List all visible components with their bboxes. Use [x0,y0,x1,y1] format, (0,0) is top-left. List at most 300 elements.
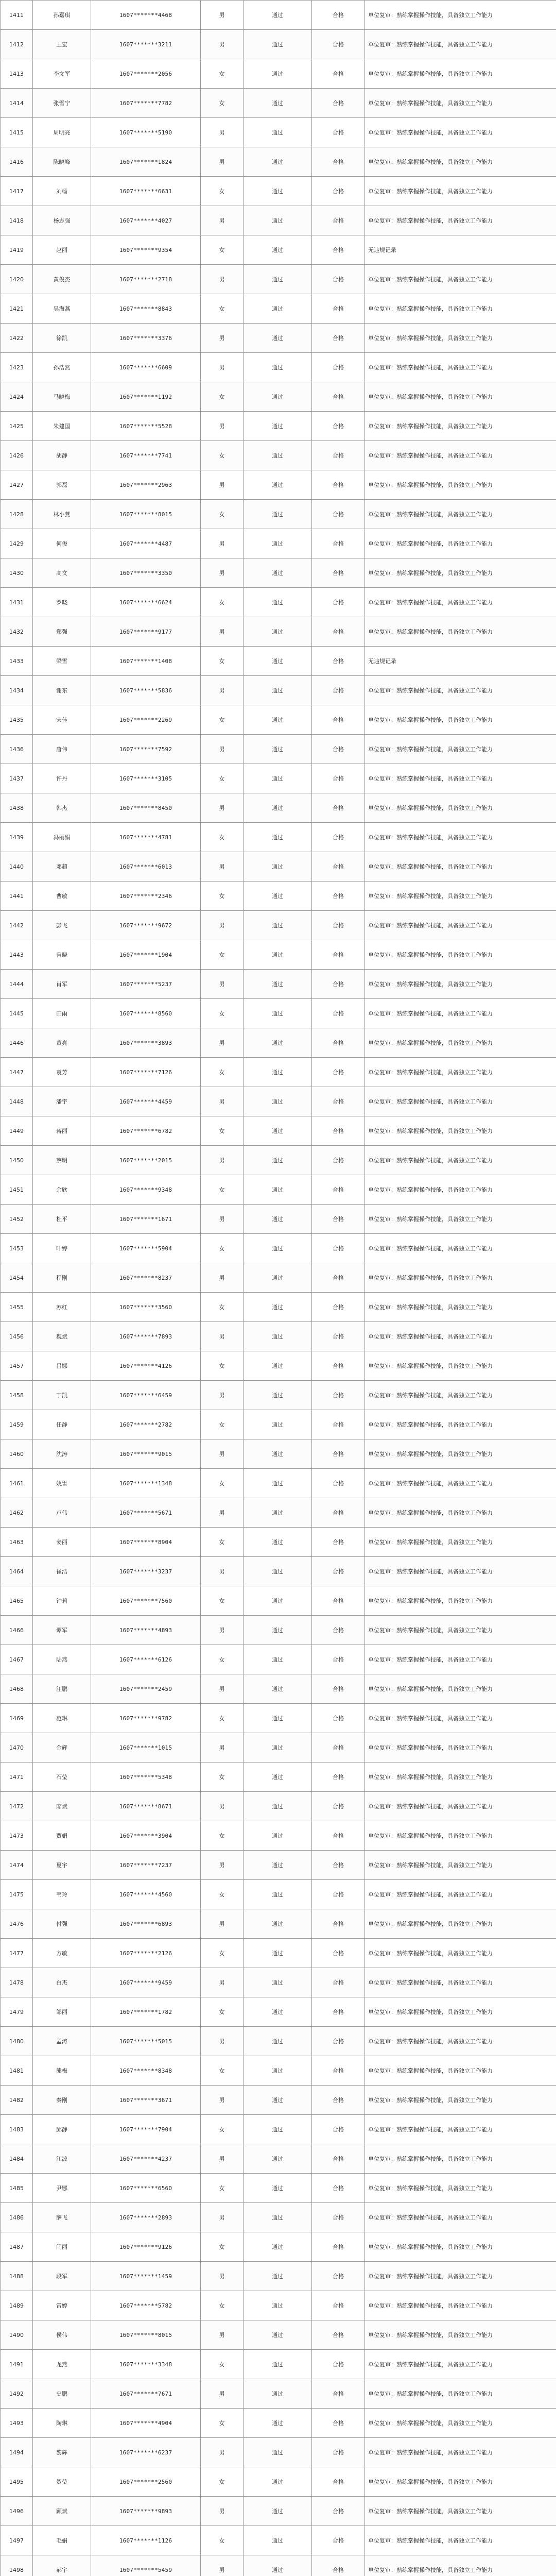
table-row [1,1733,556,1762]
person-name-cell: 唐伟 [33,735,91,764]
gender-cell: 女 [201,2174,244,2203]
table-row [1,705,556,735]
row-number-cell: 1463 [1,1528,33,1557]
table-row [1,882,556,911]
qualification-cell: 合格 [312,2350,365,2379]
review-result-cell: 通过 [244,324,312,353]
id-number-cell: 1607*******7904 [91,2115,201,2144]
remarks-cell: 单位复审：熟练掌握操作技能，具备独立工作能力 [365,1322,556,1351]
table-row [1,2144,556,2174]
person-name-cell: 熊梅 [33,2056,91,2086]
table-row [1,235,556,265]
row-number-cell: 1480 [1,2027,33,2056]
qualification-cell: 合格 [312,1205,365,1234]
gender-cell: 女 [201,940,244,970]
person-name-cell: 郑强 [33,617,91,647]
review-result-cell: 通过 [244,735,312,764]
qualification-cell: 合格 [312,118,365,147]
person-name-cell: 林小燕 [33,500,91,529]
id-number-cell: 1607*******6631 [91,177,201,206]
id-number-cell: 1607*******2560 [91,2467,201,2497]
remarks-cell: 单位复审：熟练掌握操作技能，具备独立工作能力 [365,588,556,617]
review-result-cell: 通过 [244,118,312,147]
person-name-cell: 薛飞 [33,2203,91,2232]
person-name-cell: 范琳 [33,1704,91,1733]
row-number-cell: 1470 [1,1733,33,1762]
id-number-cell: 1607*******1459 [91,2262,201,2291]
id-number-cell: 1607*******1408 [91,647,201,676]
qualification-cell: 合格 [312,177,365,206]
person-name-cell: 汪鹏 [33,1674,91,1704]
remarks-cell: 单位复审：熟练掌握操作技能，具备独立工作能力 [365,735,556,764]
qualification-cell: 合格 [312,2379,365,2409]
qualification-cell: 合格 [312,823,365,852]
gender-cell: 女 [201,1234,244,1263]
person-name-cell: 闫丽 [33,2232,91,2262]
id-number-cell: 1607*******1671 [91,1205,201,1234]
table-row [1,2056,556,2086]
table-row [1,2526,556,2555]
table-row [1,500,556,529]
person-name-cell: 许丹 [33,764,91,793]
id-number-cell: 1607*******6624 [91,588,201,617]
id-number-cell: 1607*******3376 [91,324,201,353]
row-number-cell: 1426 [1,441,33,470]
gender-cell: 女 [201,2350,244,2379]
table-row [1,2291,556,2320]
person-name-cell: 金辉 [33,1733,91,1762]
remarks-cell: 单位复审：熟练掌握操作技能，具备独立工作能力 [365,1939,556,1968]
gender-cell: 女 [201,1351,244,1381]
remarks-cell: 单位复审：熟练掌握操作技能，具备独立工作能力 [365,324,556,353]
row-number-cell: 1464 [1,1557,33,1586]
table-row [1,588,556,617]
row-number-cell: 1413 [1,59,33,89]
person-name-cell: 廖斌 [33,1792,91,1821]
review-result-cell: 通过 [244,1175,312,1205]
person-name-cell: 余欣 [33,1175,91,1205]
review-result-cell: 通过 [244,1821,312,1851]
id-number-cell: 1607*******5190 [91,118,201,147]
remarks-cell: 单位复审：熟练掌握操作技能，具备独立工作能力 [365,2086,556,2115]
review-result-cell: 通过 [244,353,312,382]
row-number-cell: 1456 [1,1322,33,1351]
qualification-cell: 合格 [312,705,365,735]
qualification-cell: 合格 [312,1557,365,1586]
remarks-cell: 单位复审：熟练掌握操作技能，具备独立工作能力 [365,2438,556,2467]
person-name-cell: 谭军 [33,1616,91,1645]
qualification-cell: 合格 [312,265,365,294]
id-number-cell: 1607*******5348 [91,1762,201,1792]
gender-cell: 女 [201,2291,244,2320]
review-result-cell: 通过 [244,500,312,529]
qualification-cell: 合格 [312,2526,365,2555]
remarks-cell: 单位复审：熟练掌握操作技能，具备独立工作能力 [365,2115,556,2144]
qualification-cell: 合格 [312,793,365,823]
table-row [1,2379,556,2409]
table-row [1,2232,556,2262]
table-row [1,89,556,118]
remarks-cell: 单位复审：熟练掌握操作技能，具备独立工作能力 [365,970,556,999]
id-number-cell: 1607*******7893 [91,1322,201,1351]
remarks-cell: 单位复审：熟练掌握操作技能，具备独立工作能力 [365,2409,556,2438]
table-row [1,118,556,147]
table-row [1,1645,556,1674]
qualification-cell: 合格 [312,1146,365,1175]
review-result-cell: 通过 [244,1381,312,1410]
row-number-cell: 1422 [1,324,33,353]
qualification-cell: 合格 [312,1469,365,1498]
row-number-cell: 1460 [1,1439,33,1469]
remarks-cell: 单位复审：熟练掌握操作技能，具备独立工作能力 [365,147,556,177]
table-row [1,529,556,558]
id-number-cell: 1607*******2126 [91,1939,201,1968]
remarks-cell: 单位复审：熟练掌握操作技能，具备独立工作能力 [365,1146,556,1175]
gender-cell: 女 [201,235,244,265]
id-number-cell: 1607*******9459 [91,1968,201,1997]
id-number-cell: 1607*******2056 [91,59,201,89]
gender-cell: 女 [201,1821,244,1851]
gender-cell: 女 [201,1704,244,1733]
row-number-cell: 1414 [1,89,33,118]
person-name-cell: 付强 [33,1909,91,1939]
person-name-cell: 高文 [33,558,91,588]
row-number-cell: 1427 [1,470,33,500]
table-row [1,1,556,30]
review-result-cell: 通过 [244,2438,312,2467]
remarks-cell: 单位复审：熟练掌握操作技能，具备独立工作能力 [365,558,556,588]
person-name-cell: 任静 [33,1410,91,1439]
review-result-cell: 通过 [244,558,312,588]
remarks-cell: 单位复审：熟练掌握操作技能，具备独立工作能力 [365,1674,556,1704]
remarks-cell: 单位复审：熟练掌握操作技能，具备独立工作能力 [365,2174,556,2203]
remarks-cell: 单位复审：熟练掌握操作技能，具备独立工作能力 [365,764,556,793]
review-result-cell: 通过 [244,441,312,470]
row-number-cell: 1421 [1,294,33,324]
gender-cell: 女 [201,1645,244,1674]
review-result-cell: 通过 [244,1263,312,1293]
qualification-cell: 合格 [312,1792,365,1821]
review-result-cell: 通过 [244,1351,312,1381]
table-row [1,1498,556,1528]
qualification-cell: 合格 [312,1939,365,1968]
gender-cell: 女 [201,1410,244,1439]
remarks-cell: 单位复审：熟练掌握操作技能，具备独立工作能力 [365,1704,556,1733]
remarks-cell: 单位复审：熟练掌握操作技能，具备独立工作能力 [365,1909,556,1939]
person-name-cell: 贾娟 [33,1821,91,1851]
person-name-cell: 邓超 [33,852,91,882]
table-row [1,764,556,793]
remarks-cell: 单位复审：熟练掌握操作技能，具备独立工作能力 [365,2350,556,2379]
row-number-cell: 1488 [1,2262,33,2291]
qualification-cell: 合格 [312,676,365,705]
id-number-cell: 1607*******8015 [91,2320,201,2350]
table-row [1,823,556,852]
id-number-cell: 1607*******5237 [91,970,201,999]
review-result-cell: 通过 [244,1586,312,1616]
gender-cell: 女 [201,1586,244,1616]
person-name-cell: 李文军 [33,59,91,89]
person-name-cell: 蒋丽 [33,1116,91,1146]
person-name-cell: 韦玲 [33,1880,91,1909]
qualification-cell: 合格 [312,2555,365,2576]
row-number-cell: 1472 [1,1792,33,1821]
table-row [1,999,556,1028]
gender-cell: 男 [201,2379,244,2409]
remarks-cell: 单位复审：熟练掌握操作技能，具备独立工作能力 [365,30,556,59]
person-name-cell: 段军 [33,2262,91,2291]
id-number-cell: 1607*******2718 [91,265,201,294]
row-number-cell: 1469 [1,1704,33,1733]
qualification-cell: 合格 [312,2291,365,2320]
person-name-cell: 钟莉 [33,1586,91,1616]
review-result-cell: 通过 [244,1410,312,1439]
row-number-cell: 1491 [1,2350,33,2379]
person-name-cell: 潘宇 [33,1087,91,1116]
table-row [1,59,556,89]
review-result-cell: 通过 [244,235,312,265]
id-number-cell: 1607*******3105 [91,764,201,793]
table-row [1,617,556,647]
row-number-cell: 1497 [1,2526,33,2555]
qualification-cell: 合格 [312,1234,365,1263]
table-row [1,1616,556,1645]
qualification-cell: 合格 [312,294,365,324]
table-row [1,294,556,324]
qualification-cell: 合格 [312,30,365,59]
review-result-cell: 通过 [244,1674,312,1704]
qualification-cell: 合格 [312,735,365,764]
person-name-cell: 邱静 [33,2115,91,2144]
row-number-cell: 1448 [1,1087,33,1116]
gender-cell: 男 [201,529,244,558]
review-result-cell: 通过 [244,764,312,793]
qualification-cell: 合格 [312,2497,365,2526]
remarks-cell: 单位复审：熟练掌握操作技能，具备独立工作能力 [365,2144,556,2174]
row-number-cell: 1435 [1,705,33,735]
row-number-cell: 1444 [1,970,33,999]
person-name-cell: 史鹏 [33,2379,91,2409]
review-result-cell: 通过 [244,1528,312,1557]
review-result-cell: 通过 [244,1880,312,1909]
review-result-cell: 通过 [244,2555,312,2576]
qualification-cell: 合格 [312,206,365,235]
id-number-cell: 1607*******1348 [91,1469,201,1498]
row-number-cell: 1479 [1,1997,33,2027]
row-number-cell: 1461 [1,1469,33,1498]
person-name-cell: 罗晓 [33,588,91,617]
qualification-cell: 合格 [312,1351,365,1381]
remarks-cell: 单位复审：熟练掌握操作技能，具备独立工作能力 [365,1293,556,1322]
remarks-cell: 单位复审：熟练掌握操作技能，具备独立工作能力 [365,1762,556,1792]
row-number-cell: 1482 [1,2086,33,2115]
row-number-cell: 1477 [1,1939,33,1968]
gender-cell: 女 [201,2115,244,2144]
remarks-cell: 单位复审：熟练掌握操作技能，具备独立工作能力 [365,59,556,89]
qualification-cell: 合格 [312,2467,365,2497]
table-row [1,30,556,59]
id-number-cell: 1607*******1782 [91,1997,201,2027]
row-number-cell: 1423 [1,353,33,382]
table-row [1,1263,556,1293]
remarks-cell: 单位复审：熟练掌握操作技能，具备独立工作能力 [365,500,556,529]
remarks-cell: 单位复审：熟练掌握操作技能，具备独立工作能力 [365,1498,556,1528]
person-name-cell: 陈晓峰 [33,147,91,177]
review-result-cell: 通过 [244,2086,312,2115]
remarks-cell: 单位复审：熟练掌握操作技能，具备独立工作能力 [365,1234,556,1263]
remarks-cell: 单位复审：熟练掌握操作技能，具备独立工作能力 [365,1851,556,1880]
review-result-cell: 通过 [244,1087,312,1116]
person-name-cell: 韩杰 [33,793,91,823]
row-number-cell: 1434 [1,676,33,705]
person-name-cell: 江波 [33,2144,91,2174]
remarks-cell: 单位复审：熟练掌握操作技能，具备独立工作能力 [365,1880,556,1909]
person-name-cell: 卢伟 [33,1498,91,1528]
table-row [1,382,556,412]
person-name-cell: 秦刚 [33,2086,91,2115]
id-number-cell: 1607*******2893 [91,2203,201,2232]
qualification-cell: 合格 [312,940,365,970]
gender-cell: 男 [201,2144,244,2174]
qualification-cell: 合格 [312,1263,365,1293]
row-number-cell: 1476 [1,1909,33,1939]
row-number-cell: 1419 [1,235,33,265]
review-result-cell: 通过 [244,882,312,911]
remarks-cell: 单位复审：熟练掌握操作技能，具备独立工作能力 [365,1175,556,1205]
gender-cell: 男 [201,1028,244,1058]
review-result-cell: 通过 [244,382,312,412]
review-result-cell: 通过 [244,1851,312,1880]
table-row [1,970,556,999]
row-number-cell: 1428 [1,500,33,529]
gender-cell: 男 [201,1674,244,1704]
remarks-cell: 单位复审：熟练掌握操作技能，具备独立工作能力 [365,940,556,970]
qualification-cell: 合格 [312,2232,365,2262]
review-result-cell: 通过 [244,294,312,324]
remarks-cell: 单位复审：熟练掌握操作技能，具备独立工作能力 [365,676,556,705]
person-name-cell: 杨志强 [33,206,91,235]
qualification-cell: 合格 [312,1175,365,1205]
qualification-cell: 合格 [312,647,365,676]
review-result-cell: 通过 [244,529,312,558]
id-number-cell: 1607*******9354 [91,235,201,265]
review-result-cell: 通过 [244,1997,312,2027]
review-result-cell: 通过 [244,1909,312,1939]
qualification-cell: 合格 [312,1674,365,1704]
row-number-cell: 1454 [1,1263,33,1293]
remarks-cell: 单位复审：熟练掌握操作技能，具备独立工作能力 [365,2056,556,2086]
review-result-cell: 通过 [244,852,312,882]
id-number-cell: 1607*******6237 [91,2438,201,2467]
row-number-cell: 1466 [1,1616,33,1645]
qualification-cell: 合格 [312,470,365,500]
table-row [1,1205,556,1234]
row-number-cell: 1420 [1,265,33,294]
table-row [1,1851,556,1880]
id-number-cell: 1607*******4237 [91,2144,201,2174]
table-row [1,1997,556,2027]
person-name-cell: 苏红 [33,1293,91,1322]
table-row [1,1322,556,1351]
id-number-cell: 1607*******7126 [91,1058,201,1087]
qualification-cell: 合格 [312,2115,365,2144]
qualification-cell: 合格 [312,2320,365,2350]
gender-cell: 男 [201,1616,244,1645]
remarks-cell: 单位复审：熟练掌握操作技能，具备独立工作能力 [365,353,556,382]
gender-cell: 男 [201,676,244,705]
qualification-cell: 合格 [312,1116,365,1146]
row-number-cell: 1417 [1,177,33,206]
row-number-cell: 1436 [1,735,33,764]
row-number-cell: 1449 [1,1116,33,1146]
person-name-cell: 夏宇 [33,1851,91,1880]
review-result-cell: 通过 [244,1028,312,1058]
row-number-cell: 1458 [1,1381,33,1410]
id-number-cell: 1607*******2015 [91,1146,201,1175]
person-name-cell: 谢东 [33,676,91,705]
row-number-cell: 1496 [1,2497,33,2526]
qualification-cell: 合格 [312,2144,365,2174]
remarks-cell: 单位复审：熟练掌握操作技能，具备独立工作能力 [365,441,556,470]
gender-cell: 男 [201,1792,244,1821]
id-number-cell: 1607*******1126 [91,2526,201,2555]
remarks-cell: 单位复审：熟练掌握操作技能，具备独立工作能力 [365,1968,556,1997]
id-number-cell: 1607*******6609 [91,353,201,382]
table-row [1,1821,556,1851]
gender-cell: 男 [201,2027,244,2056]
row-number-cell: 1467 [1,1645,33,1674]
qualification-cell: 合格 [312,412,365,441]
review-result-cell: 通过 [244,30,312,59]
table-row [1,1469,556,1498]
remarks-cell: 单位复审：熟练掌握操作技能，具备独立工作能力 [365,2379,556,2409]
person-name-cell: 方敏 [33,1939,91,1968]
id-number-cell: 1607*******6782 [91,1116,201,1146]
remarks-cell: 无违规记录 [365,647,556,676]
table-row [1,735,556,764]
gender-cell: 女 [201,1058,244,1087]
table-row [1,2467,556,2497]
qualification-cell: 合格 [312,1997,365,2027]
remarks-cell: 单位复审：熟练掌握操作技能，具备独立工作能力 [365,1028,556,1058]
review-result-cell: 通过 [244,2409,312,2438]
table-row [1,2409,556,2438]
review-result-cell: 通过 [244,1645,312,1674]
gender-cell: 男 [201,793,244,823]
remarks-cell: 单位复审：熟练掌握操作技能，具备独立工作能力 [365,529,556,558]
remarks-cell: 单位复审：熟练掌握操作技能，具备独立工作能力 [365,1645,556,1674]
gender-cell: 男 [201,1146,244,1175]
table-row [1,206,556,235]
table-row [1,1087,556,1116]
id-number-cell: 1607*******5671 [91,1498,201,1528]
qualification-cell: 合格 [312,147,365,177]
person-name-cell: 石莹 [33,1762,91,1792]
row-number-cell: 1431 [1,588,33,617]
gender-cell: 男 [201,1498,244,1528]
remarks-cell: 单位复审：熟练掌握操作技能，具备独立工作能力 [365,265,556,294]
gender-cell: 男 [201,324,244,353]
table-row [1,911,556,940]
gender-cell: 女 [201,705,244,735]
id-number-cell: 1607*******8560 [91,999,201,1028]
qualification-cell: 合格 [312,500,365,529]
table-row [1,1058,556,1087]
id-number-cell: 1607*******1904 [91,940,201,970]
table-row [1,2497,556,2526]
row-number-cell: 1425 [1,412,33,441]
id-number-cell: 1607*******7782 [91,89,201,118]
